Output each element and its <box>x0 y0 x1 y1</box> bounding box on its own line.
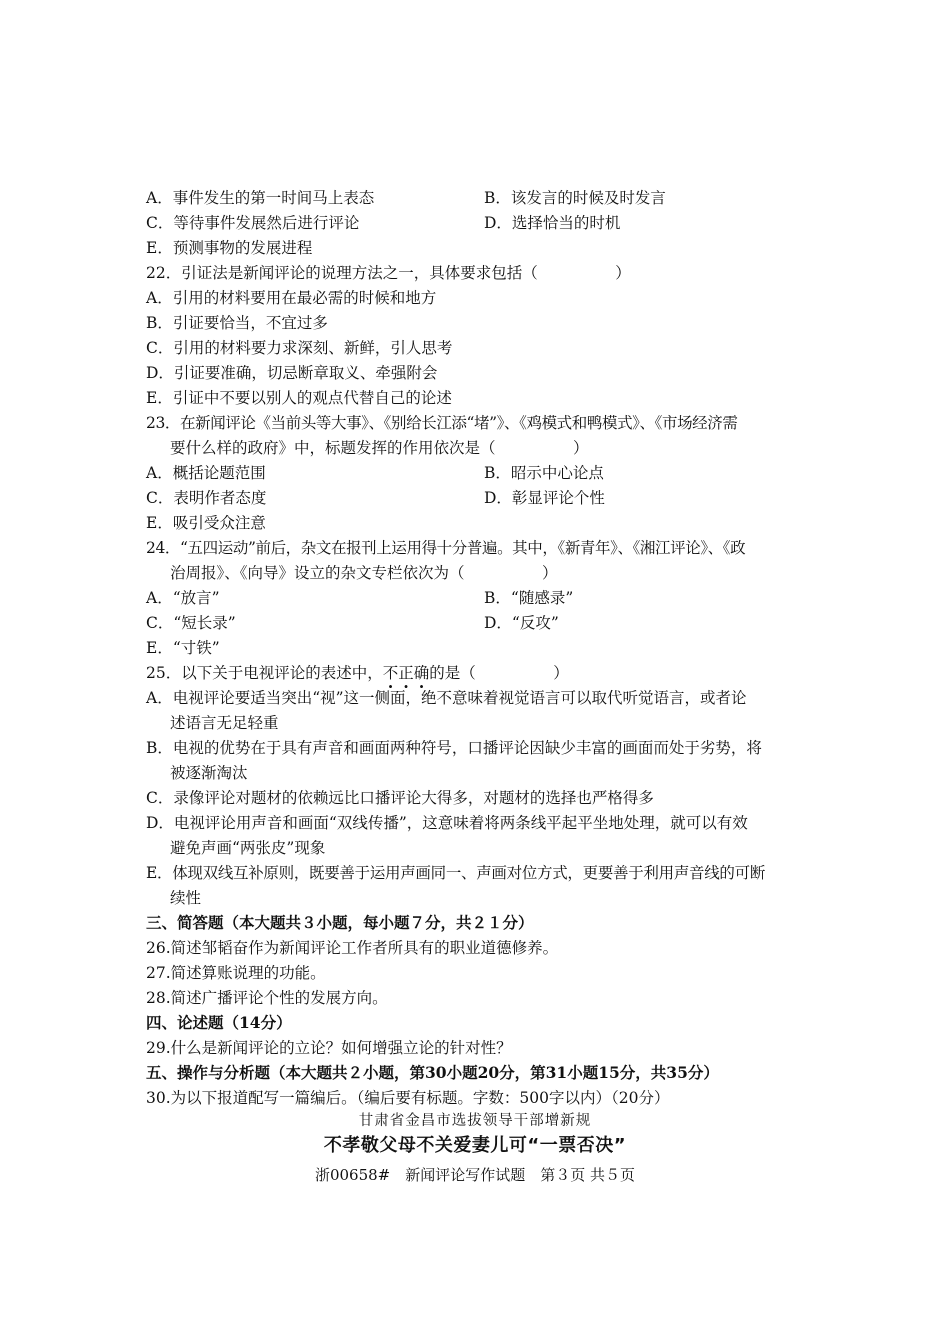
q21-option-a: A．事件发生的第一时间马上表态 <box>146 189 375 207</box>
q24-option-c: C．“短长录” <box>146 614 236 632</box>
q21-option-b: B．该发言的时候及时发言 <box>484 189 666 207</box>
q26: 26.简述邹韬奋作为新闻评论工作者所具有的职业道德修养。 <box>146 939 559 957</box>
q23-stem-line2: 要什么样的政府》中，标题发挥的作用依次是（ ） <box>170 439 589 457</box>
q25-stem-suffix: 的是（ ） <box>429 664 569 682</box>
section5-heading: 五、操作与分析题（本大题共２小题，第30小题20分，第31小题15分，共35分） <box>146 1063 719 1082</box>
q24-option-b: B．“随感录” <box>484 589 574 607</box>
q25-option-b-line2: 被逐渐淘汰 <box>170 764 248 782</box>
q22-option-d: D．引证要准确，切忌断章取义、牵强附会 <box>146 364 438 382</box>
q30: 30.为以下报道配写一篇编后。（编后要有标题。字数：500字以内）（20分） <box>146 1089 670 1107</box>
q25-option-d-line2: 避免声画“两张皮”现象 <box>170 839 326 857</box>
q27: 27.简述算账说理的功能。 <box>146 964 326 982</box>
article-subtitle: 甘肃省金昌市选拔领导干部增新规 <box>358 1113 592 1129</box>
q25-option-d-line1: D．电视评论用声音和画面“双线传播”，这意味着将两条线平起平坐地处理，就可以有效 <box>146 814 748 832</box>
article-headline: 不孝敬父母不关爱妻儿可“一票否决” <box>323 1135 627 1156</box>
section4-heading: 四、论述题（14分） <box>146 1013 292 1032</box>
q23-option-d: D．彰显评论个性 <box>484 489 605 507</box>
q23-option-c: C．表明作者态度 <box>146 489 267 507</box>
q23-option-e: E．吸引受众注意 <box>146 514 266 532</box>
q25-stem <box>146 661 569 685</box>
q25-option-b-line1: B．电视的优势在于具有声音和画面两种符号，口播评论因缺少丰富的画面而处于劣势，将 <box>146 739 762 757</box>
q25-emphasis-char-2: 正 <box>398 664 414 682</box>
q24-stem-line1: 24．“五四运动”前后，杂文在报刊上运用得十分普遍。其中，《新青年》、《湘江评论》、《政 <box>146 539 746 557</box>
q23-stem-line1: 23．在新闻评论《当前头等大事》、《别给长江添“堵”》、《鸡模式和鸭模式》、《市场经济需 <box>146 414 738 432</box>
q21-option-d: D．选择恰当的时机 <box>484 214 621 232</box>
q24-stem-line2: 治周报》、《向导》设立的杂文专栏依次为（ ） <box>170 564 558 582</box>
q29: 29.什么是新闻评论的立论？如何增强立论的针对性？ <box>146 1039 512 1057</box>
q25-option-a-line2: 述语言无足轻重 <box>170 714 279 732</box>
q22-option-e: E．引证中不要以别人的观点代替自己的论述 <box>146 389 452 407</box>
q25-option-a-line1: A．电视评论要适当突出“视”这一侧面，绝不意味着视觉语言可以取代听觉语言，或者论 <box>146 689 747 707</box>
q24-option-e: E．“寸铁” <box>146 639 220 657</box>
q25-emphasis-char-1: 不 <box>382 664 399 682</box>
q25-option-e-line1: E．体现双线互补原则，既要善于运用声画同一、声画对位方式，更要善于利用声音线的可断 <box>146 864 766 882</box>
q25-option-c: C．录像评论对题材的依赖远比口播评论大得多，对题材的选择也严格得多 <box>146 789 654 807</box>
q25-stem-prefix: 25．以下关于电视评论的表述中， <box>146 664 383 682</box>
q23-option-b: B．昭示中心论点 <box>484 464 604 482</box>
q22-option-a: A．引用的材料要用在最必需的时候和地方 <box>146 289 437 307</box>
q22-option-c: C．引用的材料要力求深刻、新鲜，引人思考 <box>146 339 453 357</box>
q23-option-a: A．概括论题范围 <box>146 464 266 482</box>
q22-option-b: B．引证要恰当，不宜过多 <box>146 314 328 332</box>
q28: 28.简述广播评论个性的发展方向。 <box>146 989 388 1007</box>
section3-heading: 三、简答题（本大题共３小题，每小题７分，共２１分） <box>146 913 534 932</box>
page-footer: 浙00658# 新闻评论写作试题 第３页 共５页 <box>314 1166 636 1184</box>
q24-option-a: A．“放言” <box>146 589 220 607</box>
q24-option-d: D．“反攻” <box>484 614 559 632</box>
q25-emphasis-char-3: 确 <box>413 664 430 682</box>
q21-option-c: C．等待事件发展然后进行评论 <box>146 214 360 232</box>
q25-option-e-line2: 续性 <box>170 889 202 907</box>
q21-option-e: E．预测事物的发展进程 <box>146 239 313 257</box>
q22-stem: 22．引证法是新闻评论的说理方法之一，具体要求包括（ ） <box>146 264 631 282</box>
